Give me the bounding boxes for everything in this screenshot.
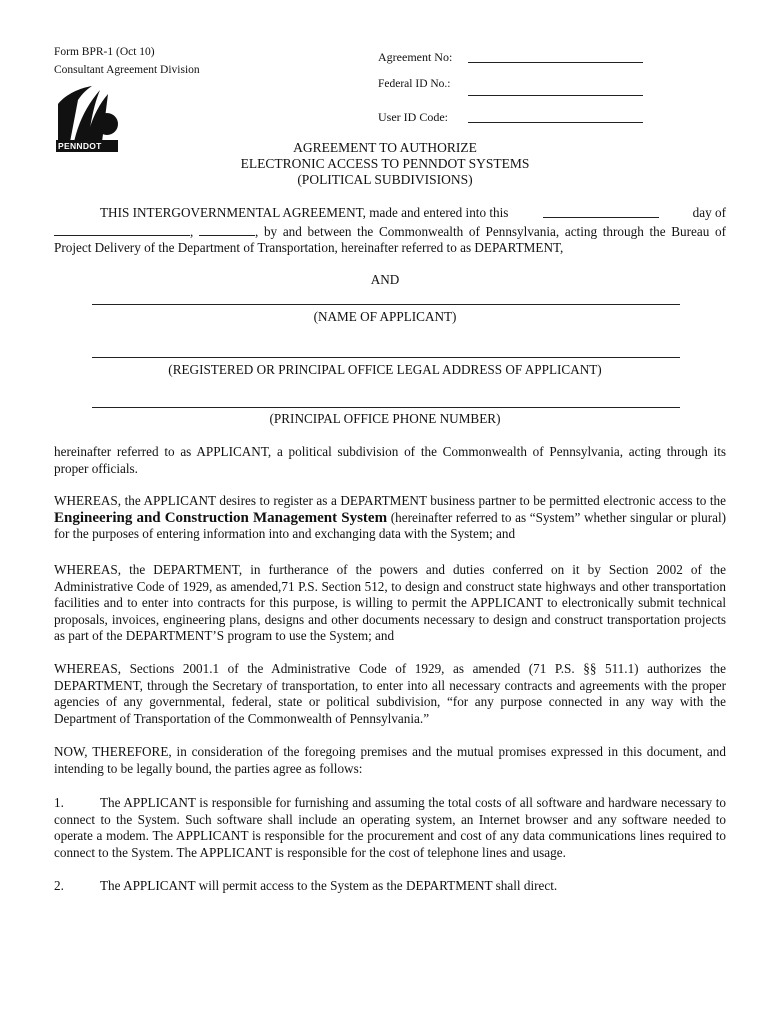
form-number: Form BPR-1 (Oct 10) [54,46,155,58]
whereas1-part-a: WHEREAS, the APPLICANT desires to register as a DEPARTMENT business partner to be permitted electronic access to the [54,493,726,508]
item-1 [54,795,726,861]
whereas1-part-b: (hereinafter referred to as “System” whether singular or plural) for the purposes of entering information into and exchanging data with the System; and [54,509,727,541]
intro-part-3: , [190,223,194,239]
item-1-text: The APPLICANT is responsible for furnishing and assuming the total costs of all software and hardware necessary to connect to the System. Such software shall include an operating system, an Internet browser and any software needed to operate a modem. The APPLICANT is responsible for the procurement and cost of any data communications lines required to connect to the System. The APPLICANT is responsible for the cost of telephone lines and usage. [54,795,726,860]
system-name: Engineering and Construction Management System [54,509,388,526]
federal-id-field[interactable] [468,95,643,96]
logo-text: PENNDOT [58,141,102,151]
intro-part-4: , by and between the Commonwealth of Pennsylvania, acting through the Bureau of Project Delivery of the Department of Transportation, hereinafter referred to as DEPARTMENT, [54,223,727,255]
day-field[interactable] [543,205,659,218]
hereinafter-paragraph: hereinafter referred to as APPLICANT, a political subdivision of the Commonwealth of Pennsylvania, acting through its proper officials. [54,444,726,476]
whereas-paragraph-1 [54,493,726,543]
whereas-paragraph-2: WHEREAS, the DEPARTMENT, in furtherance of the powers and duties conferred on it by Section 2002 of the Administrative Code of 1929, as amended,71 P.S. Section 512, to design and construct state highways and other transportation facilities and to enter into contracts for this purpose, is willing to permit the APPLICANT to electronically submit technical proposals, invoices, engineering plans, designs and other documents necessary to design and construct transportation projects as part of the DEPARTMENT’S program to use the System; and [54,562,726,643]
title-line-3: (POLITICAL SUBDIVISIONS) [297,172,473,187]
applicant-address-caption: (REGISTERED OR PRINCIPAL OFFICE LEGAL ADDRESS OF APPLICANT) [168,362,602,377]
now-therefore-paragraph: NOW, THEREFORE, in consideration of the foregoing premises and the mutual promises expressed in this document, and intending to be legally bound, the parties agree as follows: [54,744,726,776]
user-id-field[interactable] [468,122,643,123]
applicant-name-line[interactable] [92,304,680,305]
applicant-phone-line[interactable] [92,407,680,408]
item-2-number: 2. [54,878,64,893]
intro-part-1: THIS INTERGOVERNMENTAL AGREEMENT, made and entered into this [100,205,509,220]
intro-part-2: day of [692,205,726,220]
federal-id-label: Federal ID No.: [378,78,451,90]
division-name: Consultant Agreement Division [54,64,200,76]
item-1-number: 1. [54,795,64,810]
item-2 [54,878,726,895]
applicant-name-caption: (NAME OF APPLICANT) [313,309,457,324]
whereas-paragraph-3: WHEREAS, Sections 2001.1 of the Administrative Code of 1929, as amended (71 P.S. §§ 511.1) authorizes the DEPARTMENT, through the Secretary of transportation, to enter into all necessary contracts and agreements with the proper agencies of any governmental, federal, state or political subdivision, “for any purpose connected in any way with the Department of Transportation of the Commonwealth of Pennsylvania.” [54,661,726,726]
item-2-text: The APPLICANT will permit access to the System as the DEPARTMENT shall direct. [100,878,558,893]
applicant-address-line[interactable] [92,357,680,358]
applicant-phone-caption: (PRINCIPAL OFFICE PHONE NUMBER) [269,411,501,426]
year-field[interactable] [199,223,255,236]
month-field[interactable] [54,223,190,236]
agreement-no-field[interactable] [468,62,643,63]
title-line-2: ELECTRONIC ACCESS TO PENNDOT SYSTEMS [240,156,530,171]
intro-paragraph [54,205,726,257]
user-id-label: User ID Code: [378,110,448,124]
agreement-no-label: Agreement No: [378,50,453,64]
and-label: AND [370,272,400,287]
title-line-1: AGREEMENT TO AUTHORIZE [293,140,477,155]
